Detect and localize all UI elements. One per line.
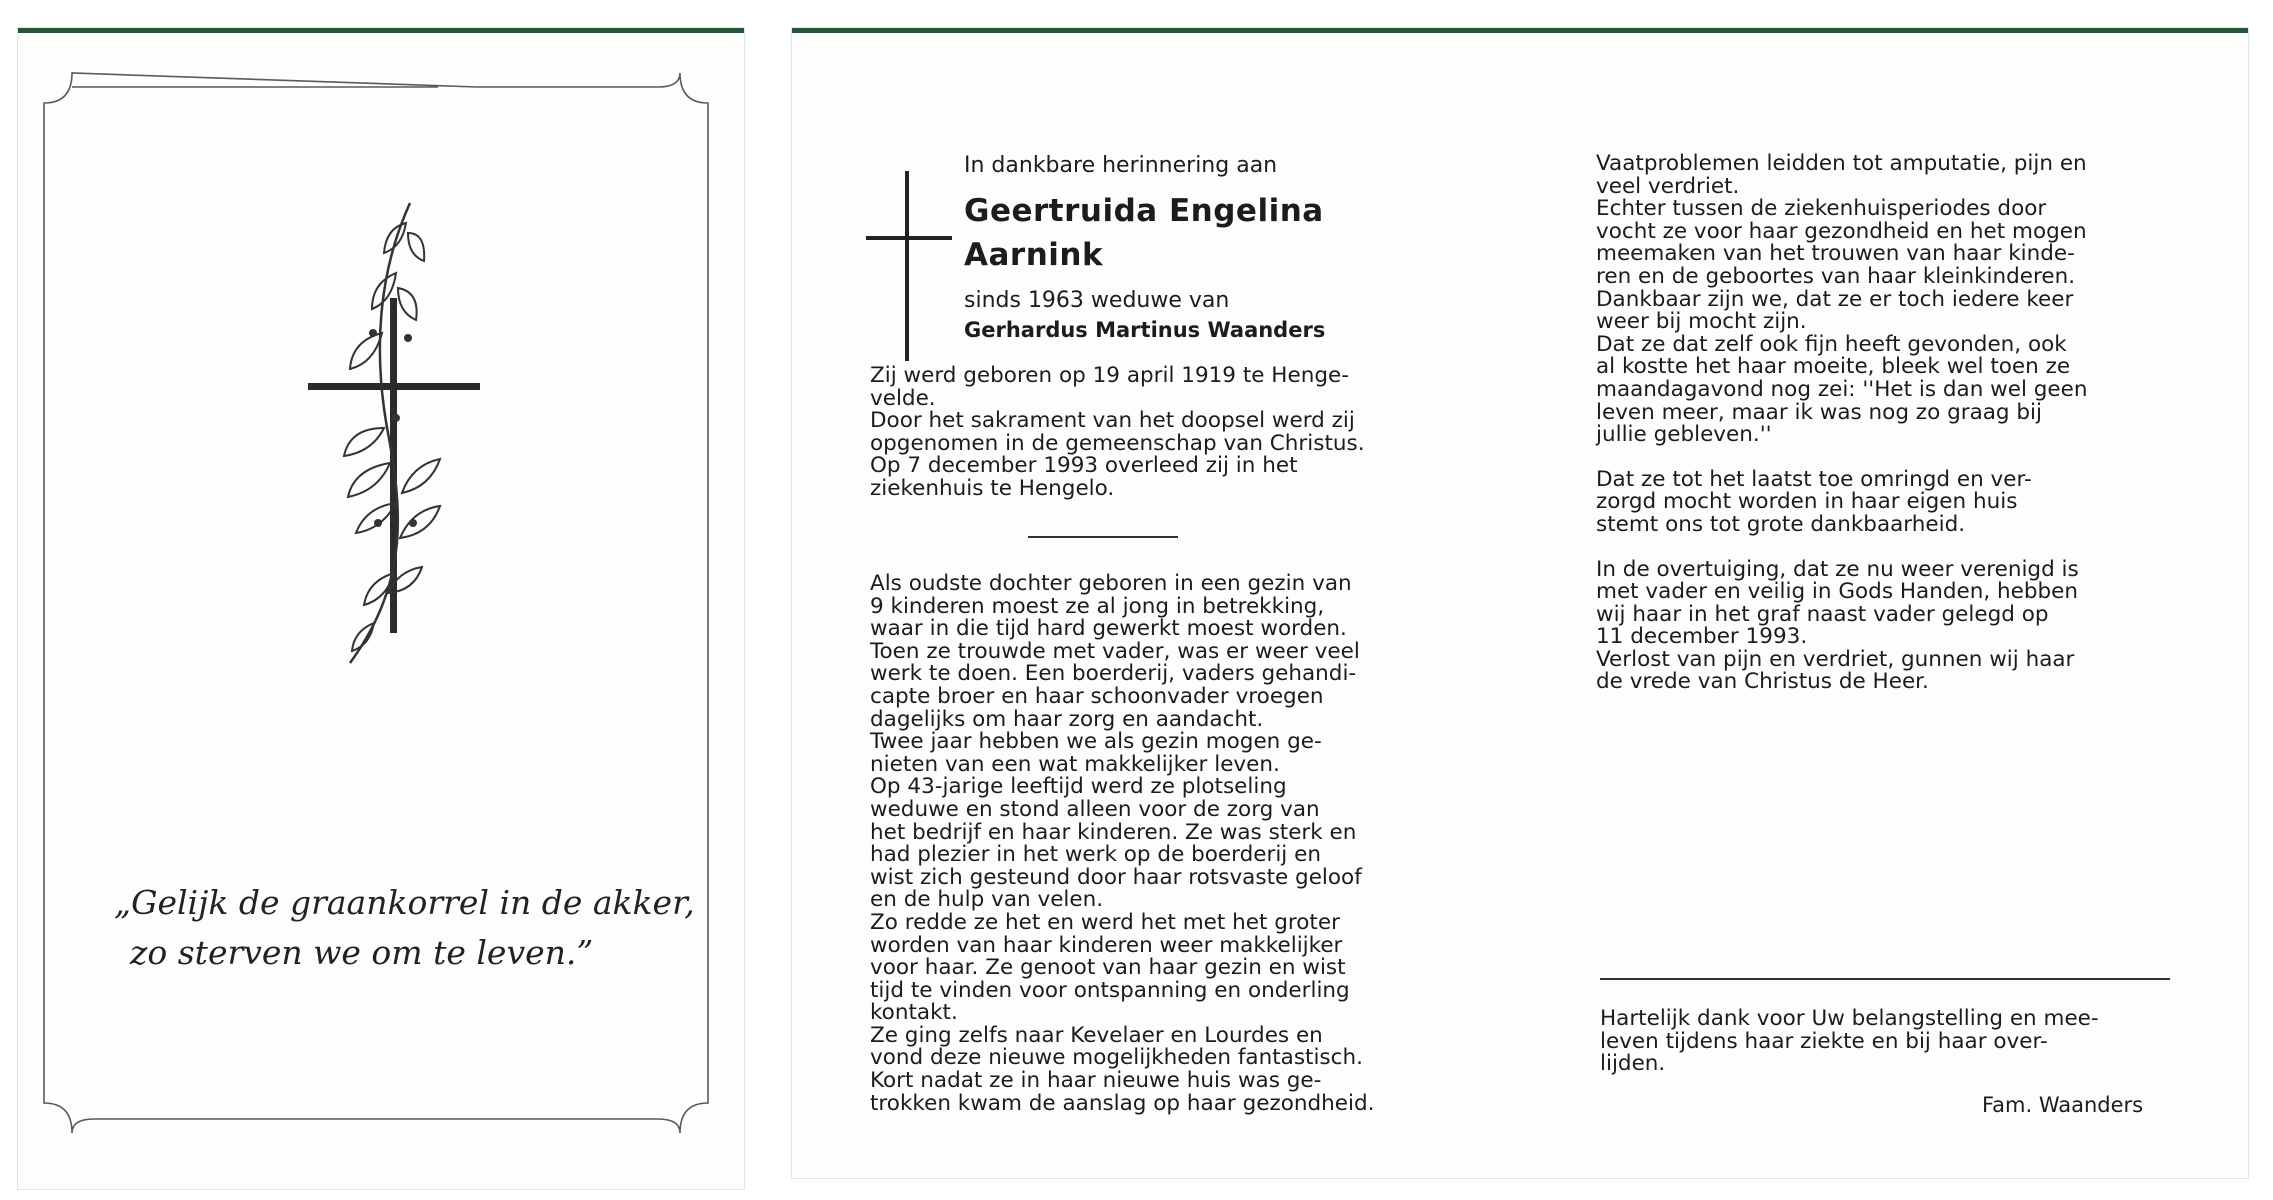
text-line: Dankbaar zijn we, dat ze er toch iedere keer [1596, 286, 2074, 312]
front-quote [114, 878, 714, 978]
text-line: en de hulp van velen. [870, 887, 1104, 913]
text-line: zorgd mocht worden in haar eigen huis [1596, 489, 2018, 515]
front-card [18, 28, 744, 1189]
text-line: stemt ons tot grote dankbaarheid. [1596, 511, 1966, 537]
intro-text: In dankbare herinnering aan [964, 153, 1278, 178]
text-line: 9 kinderen moest ze al jong in betrekking, [870, 593, 1325, 619]
text-line: velde. [870, 385, 936, 411]
thanks-paragraph [1600, 1008, 2170, 1076]
text-line: had plezier in het werk op de boerderij en [870, 842, 1321, 868]
text-line: vond deze nieuwe mogelijkheden fantastisch. [870, 1045, 1363, 1071]
text-line: nieten van een wat makkelijker leven. [870, 751, 1280, 777]
text-line: wist zich gesteund door haar rotsvaste geloof [870, 864, 1362, 890]
text-line: ziekenhuis te Hengelo. [870, 475, 1115, 501]
text-line: de vrede van Christus de Heer. [1596, 669, 1929, 695]
text-line: werk te doen. Een boerderij, vaders gehandi- [870, 661, 1357, 687]
text-line: Ze ging zelfs naar Kevelaer en Lourdes en [870, 1022, 1323, 1048]
husband-name: Gerhardus Martinus Waanders [964, 318, 1326, 342]
quote-line-2: zo sterven we om te leven.” [130, 933, 594, 972]
inner-card [792, 28, 2248, 1178]
text-line: Dat ze dat zelf ook fijn heeft gevonden, ook [1596, 331, 2067, 357]
text-line: opgenomen in de gemeenschap van Christus. [870, 430, 1365, 456]
text-line: veel verdriet. [1596, 173, 1740, 199]
paragraph-gap [1596, 447, 2174, 469]
text-line: Vaatproblemen leidden tot amputatie, pijn en [1596, 151, 2087, 176]
text-line: leven meer, maar ik was nog zo graag bij [1596, 399, 2042, 425]
text-line: maandagavond nog zei: ''Het is dan wel geen [1596, 376, 2088, 402]
text-line: Kort nadat ze in haar nieuwe huis was ge- [870, 1068, 1322, 1094]
text-line: weer bij mocht zijn. [1596, 309, 1807, 335]
deceased-name: Geertruida Engelina [964, 193, 1324, 229]
text-line: Hartelijk dank voor Uw belangstelling en mee- [1600, 1006, 2099, 1031]
text-line: Op 43-jarige leeftijd werd ze plotseling [870, 774, 1287, 800]
text-line: Verlost van pijn en verdriet, gunnen wij haar [1596, 646, 2075, 672]
text-line: wij haar in het graf naast vader gelegd op [1596, 601, 2049, 627]
text-line: capte broer en haar schoonvader vroegen [870, 683, 1324, 709]
text-line: Door het sakrament van het doopsel werd zij [870, 408, 1355, 434]
text-line: weduwe en stond alleen voor de zorg van [870, 796, 1320, 822]
text-line: het bedrijf en haar kinderen. Ze was sterk en [870, 819, 1357, 845]
text-line: Toen ze trouwde met vader, was er weer veel [870, 638, 1360, 664]
cross-icon [864, 163, 954, 363]
text-line: leven tijdens haar ziekte en bij haar over- [1600, 1028, 2048, 1054]
text-line: worden van haar kinderen weer makkelijker [870, 932, 1343, 958]
text-line: met vader en veilig in Gods Handen, hebben [1596, 579, 2078, 605]
text-line: jullie gebleven.'' [1596, 422, 1772, 448]
widow-since-text: sinds 1963 weduwe van [964, 288, 1230, 313]
text-line: meemaken van het trouwen van haar kinde- [1596, 241, 2075, 267]
cross-with-wheat-sprig-icon [278, 193, 508, 693]
continued-story-paragraph [1596, 153, 2174, 694]
text-line: lijden. [1600, 1051, 1666, 1077]
deceased-surname: Aarnink [964, 237, 1104, 273]
text-line: voor haar. Ze genoot van haar gezin en wist [870, 955, 1346, 981]
family-signature: Fam. Waanders [1982, 1093, 2144, 1117]
text-line: Zo redde ze het en werd het met het groter [870, 909, 1340, 935]
text-line: al kostte het haar moeite, bleek wel toen ze [1596, 354, 2071, 380]
text-line: 11 december 1993. [1596, 624, 1808, 650]
text-line: Echter tussen de ziekenhuisperiodes door [1596, 196, 2047, 222]
text-line: Twee jaar hebben we als gezin mogen ge- [870, 729, 1322, 755]
text-line: Als oudste dochter geboren in een gezin van [870, 571, 1352, 596]
text-line: ren en de geboortes van haar kleinkinderen. [1596, 263, 2076, 289]
text-line: Op 7 december 1993 overleed zij in het [870, 453, 1298, 479]
text-line: Zij werd geboren op 19 april 1919 te Henge- [870, 363, 1349, 388]
text-line: tijd te vinden voor ontspanning en onderling [870, 977, 1350, 1003]
text-line: vocht ze voor haar gezondheid en het mogen [1596, 218, 2087, 244]
birth-and-death-paragraph [870, 365, 1430, 501]
life-story-paragraph [870, 573, 1430, 1115]
text-line: In de overtuiging, dat ze nu weer verenigd is [1596, 556, 2079, 582]
text-line: trokken kwam de aanslag op haar gezondheid. [870, 1090, 1375, 1116]
quote-line-1: „Gelijk de graankorrel in de akker, [114, 883, 695, 922]
text-line: Dat ze tot het laatst toe omringd en ver- [1596, 466, 2032, 492]
text-line: dagelijks om haar zorg en aandacht. [870, 706, 1264, 732]
divider [1028, 536, 1178, 538]
divider [1600, 978, 2170, 980]
paragraph-gap [1596, 537, 2174, 559]
text-line: waar in die tijd hard gewerkt moest worden. [870, 616, 1347, 642]
text-line: kontakt. [870, 1000, 958, 1026]
